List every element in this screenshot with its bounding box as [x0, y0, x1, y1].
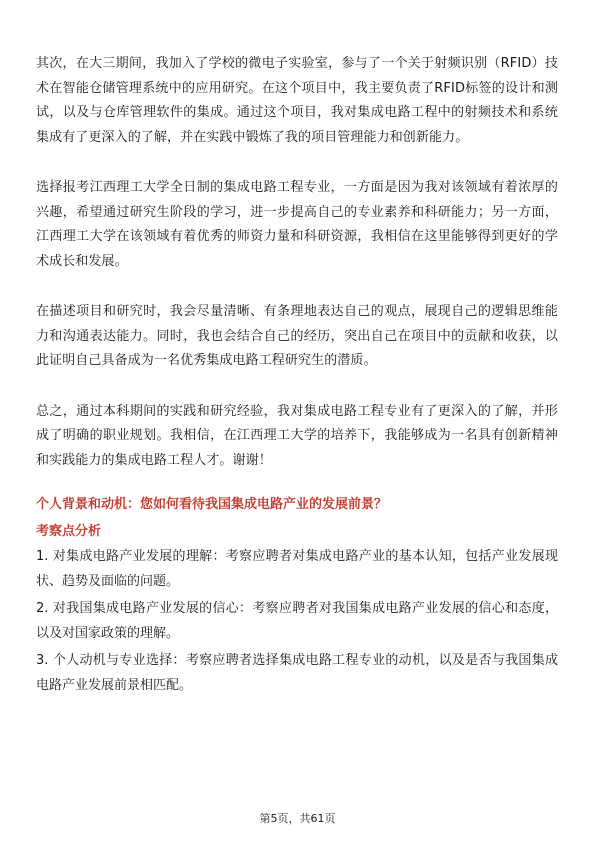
analysis-points-list [36, 545, 558, 698]
page-number-footer: 第5页，共61页 [259, 812, 336, 825]
question-heading: 个人背景和动机：您如何看待我国集成电路产业的发展前景？ [36, 497, 388, 512]
list-item: 1. 对集成电路产业发展的理解：考察应聘者对集成电路产业的基本认知，包括产业发展现状、趋势及面临的问题。 [36, 549, 558, 589]
paragraph-school-choice: 选择报考江西理工大学全日制的集成电路工程专业，一方面是因为我对该领域有着浓厚的兴趣，希望通过研究生阶段的学习，进一步提高自己的专业素养和科研能力；另一方面，江西理工大学在该领域有着优秀的师资力量和科研资源，我相信在这里能够得到更好的学术成长和发展。 [36, 180, 558, 269]
paragraph-expression: 在描述项目和研究时，我会尽量清晰、有条理地表达自己的观点，展现自己的逻辑思维能力和沟通表达能力。同时，我也会结合自己的经历，突出自己在项目中的贡献和收获，以此证明自己具备成为一名优秀集成电路工程研究生的潜质。 [36, 304, 558, 368]
paragraph-summary: 总之，通过本科期间的实践和研究经验，我对集成电路工程专业有了更深入的了解，并形成了明确的职业规划。我相信，在江西理工大学的培养下，我能够成为一名具有创新精神和实践能力的集成电路工程人才。谢谢！ [36, 403, 558, 468]
list-item: 2. 对我国集成电路产业发展的信心：考察应聘者对我国集成电路产业发展的信心和态度，以及对国家政策的理解。 [36, 601, 558, 641]
list-item: 3. 个人动机与专业选择：考察应聘者选择集成电路工程专业的动机，以及是否与我国集成电路产业发展前景相匹配。 [36, 653, 558, 693]
page-content [36, 52, 558, 701]
analysis-subheading: 考察点分析 [36, 524, 102, 539]
paragraph-lab-experience: 其次，在大三期间，我加入了学校的微电子实验室，参与了一个关于射频识别（RFID）技术在智能仓储管理系统中的应用研究。在这个项目中，我主要负责了RFID标签的设计和测试，以及与仓库管理软件的集成。通过这个项目，我对集成电路工程中的射频技术和系统集成有了更深入的了解，并在实践中锻炼了我的项目管理能力和创新能力。 [36, 56, 558, 145]
